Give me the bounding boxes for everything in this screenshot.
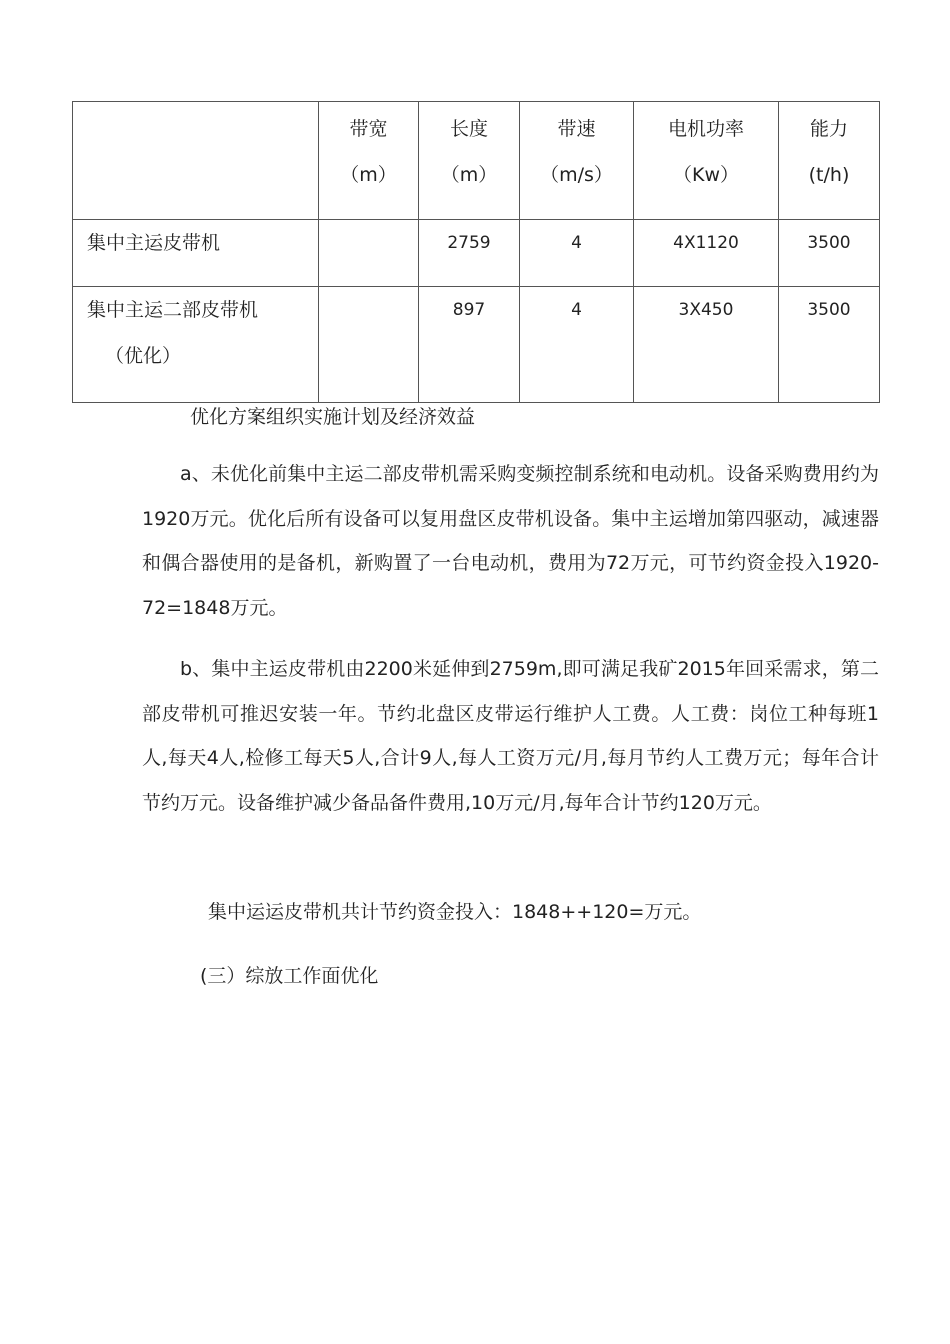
header-cell-length: 长度 （m） bbox=[419, 102, 520, 220]
conveyor-spec-table bbox=[72, 101, 880, 403]
paragraph-b: b、集中主运皮带机由2200米延伸到2759m,即可满足我矿2015年回采需求，第二部皮带机可推迟安装一年。节约北盘区皮带运行维护人工费。人工费：岗位工种每班1人,每天4人,检修工每天5人,合计9人,每人工资万元/月,每月节约人工费万元；每年合计节约万元。设备维护减少备品备件费用,10万元/月,每年合计节约120万元。 bbox=[142, 658, 879, 814]
total-savings-line: 集中运运皮带机共计节约资金投入：1848++120=万元。 bbox=[208, 901, 702, 923]
row-length-cell: 897 bbox=[419, 287, 520, 403]
header-cell-power: 电机功率 （Kw） bbox=[634, 102, 779, 220]
row-speed-cell: 4 bbox=[520, 220, 634, 287]
row-name-cell: 集中主运皮带机 bbox=[73, 220, 319, 287]
row-name-cell: 集中主运二部皮带机 （优化） bbox=[73, 287, 319, 403]
row-power-cell: 3X450 bbox=[634, 287, 779, 403]
row-length-cell: 2759 bbox=[419, 220, 520, 287]
subsection-heading: (三）综放工作面优化 bbox=[200, 965, 379, 987]
header-cell-empty bbox=[73, 102, 319, 220]
row-width-cell bbox=[319, 220, 419, 287]
row-speed-cell: 4 bbox=[520, 287, 634, 403]
header-cell-width: 带宽 （m） bbox=[319, 102, 419, 220]
row-width-cell bbox=[319, 287, 419, 403]
table-row bbox=[73, 220, 880, 287]
row-power-cell: 4X1120 bbox=[634, 220, 779, 287]
paragraph-a: a、未优化前集中主运二部皮带机需采购变频控制系统和电动机。设备采购费用约为1920万元。优化后所有设备可以复用盘区皮带机设备。集中主运增加第四驱动，减速器和偶合器使用的是备机，新购置了一台电动机，费用为72万元，可节约资金投入1920-72=1848万元。 bbox=[142, 463, 879, 619]
section-heading: 优化方案组织实施计划及经济效益 bbox=[190, 406, 476, 428]
table-header-row bbox=[73, 102, 880, 220]
row-capacity-cell: 3500 bbox=[779, 287, 880, 403]
header-cell-capacity: 能力 (t/h) bbox=[779, 102, 880, 220]
row-capacity-cell: 3500 bbox=[779, 220, 880, 287]
table-row bbox=[73, 287, 880, 403]
header-cell-speed: 带速 （m/s） bbox=[520, 102, 634, 220]
